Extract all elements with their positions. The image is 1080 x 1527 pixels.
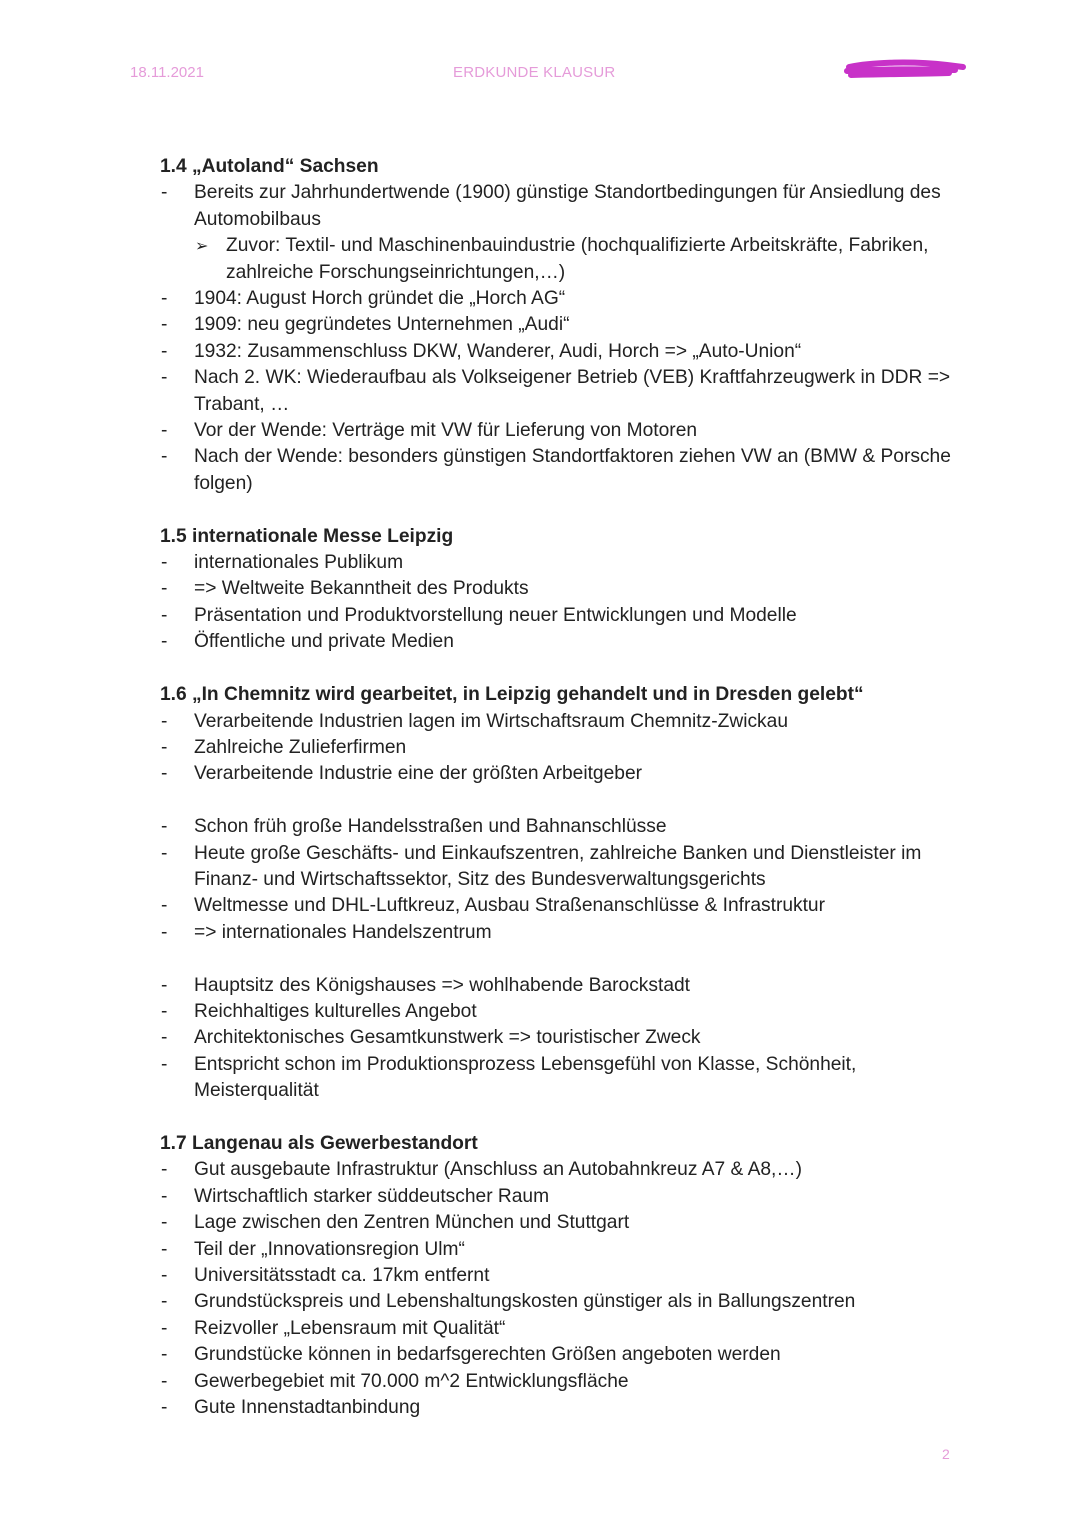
list-item: - 1904: August Horch gründet die „Horch AG“ bbox=[160, 286, 960, 312]
list-item: - Vor der Wende: Verträge mit VW für Lieferung von Motoren bbox=[160, 418, 960, 444]
list-item: - Verarbeitende Industrie eine der größten Arbeitgeber bbox=[160, 761, 960, 787]
redacted-name-scribble bbox=[843, 58, 967, 84]
list-item: - Wirtschaftlich starker süddeutscher Raum bbox=[160, 1184, 960, 1210]
list-item: - Reichhaltiges kulturelles Angebot bbox=[160, 999, 960, 1025]
bullet-list-leipzig bbox=[160, 814, 960, 946]
sub-list-item: ➢ Zuvor: Textil- und Maschinenbauindustrie (hochqualifizierte Arbeitskräfte, Fabriken, zahlreiche Forschungseinrichtungen,…) bbox=[194, 233, 960, 286]
section-heading: 1.5 internationale Messe Leipzig bbox=[160, 525, 454, 547]
document-body bbox=[160, 154, 960, 1421]
group-spacer bbox=[160, 946, 960, 972]
list-item: - internationales Publikum bbox=[160, 550, 960, 576]
list-item: - Nach 2. WK: Wiederaufbau als Volkseigener Betrieb (VEB) Kraftfahrzeugwerk in DDR => Trabant, … bbox=[160, 365, 960, 418]
list-item: - Teil der „Innovationsregion Ulm“ bbox=[160, 1237, 960, 1263]
list-item: - 1909: neu gegründetes Unternehmen „Audi“ bbox=[160, 312, 960, 338]
section-langenau bbox=[160, 1131, 960, 1421]
list-item: - Zahlreiche Zulieferfirmen bbox=[160, 735, 960, 761]
list-item: - Gut ausgebaute Infrastruktur (Anschluss an Autobahnkreuz A7 & A8,…) bbox=[160, 1157, 960, 1183]
list-item-text: Bereits zur Jahrhundertwende (1900) günstige Standortbedingungen für Ansiedlung des Automobilbaus bbox=[194, 182, 941, 230]
bullet-list bbox=[160, 1157, 960, 1421]
list-item bbox=[160, 180, 960, 286]
list-item: - Präsentation und Produktvorstellung neuer Entwicklungen und Modelle bbox=[160, 603, 960, 629]
section-heading: 1.6 „In Chemnitz wird gearbeitet, in Leipzig gehandelt und in Dresden gelebt“ bbox=[160, 684, 864, 706]
section-autoland-sachsen bbox=[160, 154, 960, 497]
bullet-list-dresden bbox=[160, 973, 960, 1105]
list-item: - Heute große Geschäfts- und Einkaufszentren, zahlreiche Banken und Dienstleister im Finanz- und Wirtschaftssektor, Sitz des Bundesverwaltungsgerichts bbox=[160, 841, 960, 894]
bullet-list-chemnitz bbox=[160, 709, 960, 788]
section-messe-leipzig bbox=[160, 524, 960, 656]
list-item: - Weltmesse und DHL-Luftkreuz, Ausbau Straßenanschlüsse & Infrastruktur bbox=[160, 893, 960, 919]
list-item: - Universitätsstadt ca. 17km entfernt bbox=[160, 1263, 960, 1289]
section-heading: 1.4 „Autoland“ Sachsen bbox=[160, 156, 379, 177]
list-item: - Nach der Wende: besonders günstigen Standortfaktoren ziehen VW an (BMW & Porsche folgen) bbox=[160, 444, 960, 497]
list-item: - Grundstücke können in bedarfsgerechten Größen angeboten werden bbox=[160, 1342, 960, 1368]
list-item: - Gute Innenstadtanbindung bbox=[160, 1395, 960, 1421]
page-header bbox=[0, 64, 1080, 86]
list-item: - Entspricht schon im Produktionsprozess Lebensgefühl von Klasse, Schönheit, Meisterqualität bbox=[160, 1052, 960, 1105]
list-item: - Verarbeitende Industrien lagen im Wirtschaftsraum Chemnitz-Zwickau bbox=[160, 709, 960, 735]
bullet-list bbox=[160, 550, 960, 656]
bullet-list bbox=[160, 180, 960, 497]
list-item: - Hauptsitz des Königshauses => wohlhabende Barockstadt bbox=[160, 973, 960, 999]
list-item: - 1932: Zusammenschluss DKW, Wanderer, Audi, Horch => „Auto-Union“ bbox=[160, 339, 960, 365]
list-item: - Grundstückspreis und Lebenshaltungskosten günstiger als in Ballungszentren bbox=[160, 1289, 960, 1315]
list-item: - Architektonisches Gesamtkunstwerk => touristischer Zweck bbox=[160, 1025, 960, 1051]
list-item: - Schon früh große Handelsstraßen und Bahnanschlüsse bbox=[160, 814, 960, 840]
section-chemnitz-leipzig-dresden bbox=[160, 682, 960, 1104]
list-item: - Reizvoller „Lebensraum mit Qualität“ bbox=[160, 1316, 960, 1342]
page-number: 2 bbox=[942, 1446, 950, 1462]
list-item: - Öffentliche und private Medien bbox=[160, 629, 960, 655]
list-item: - => Weltweite Bekanntheit des Produkts bbox=[160, 576, 960, 602]
section-heading: 1.7 Langenau als Gewerbestandort bbox=[160, 1132, 478, 1154]
sub-list bbox=[194, 233, 960, 286]
list-item: - => internationales Handelszentrum bbox=[160, 920, 960, 946]
header-title: ERDKUNDE KLAUSUR bbox=[453, 64, 616, 81]
list-item: - Lage zwischen den Zentren München und Stuttgart bbox=[160, 1210, 960, 1236]
header-date: 18.11.2021 bbox=[130, 64, 204, 81]
list-item: - Gewerbegebiet mit 70.000 m^2 Entwicklungsfläche bbox=[160, 1369, 960, 1395]
group-spacer bbox=[160, 788, 960, 814]
